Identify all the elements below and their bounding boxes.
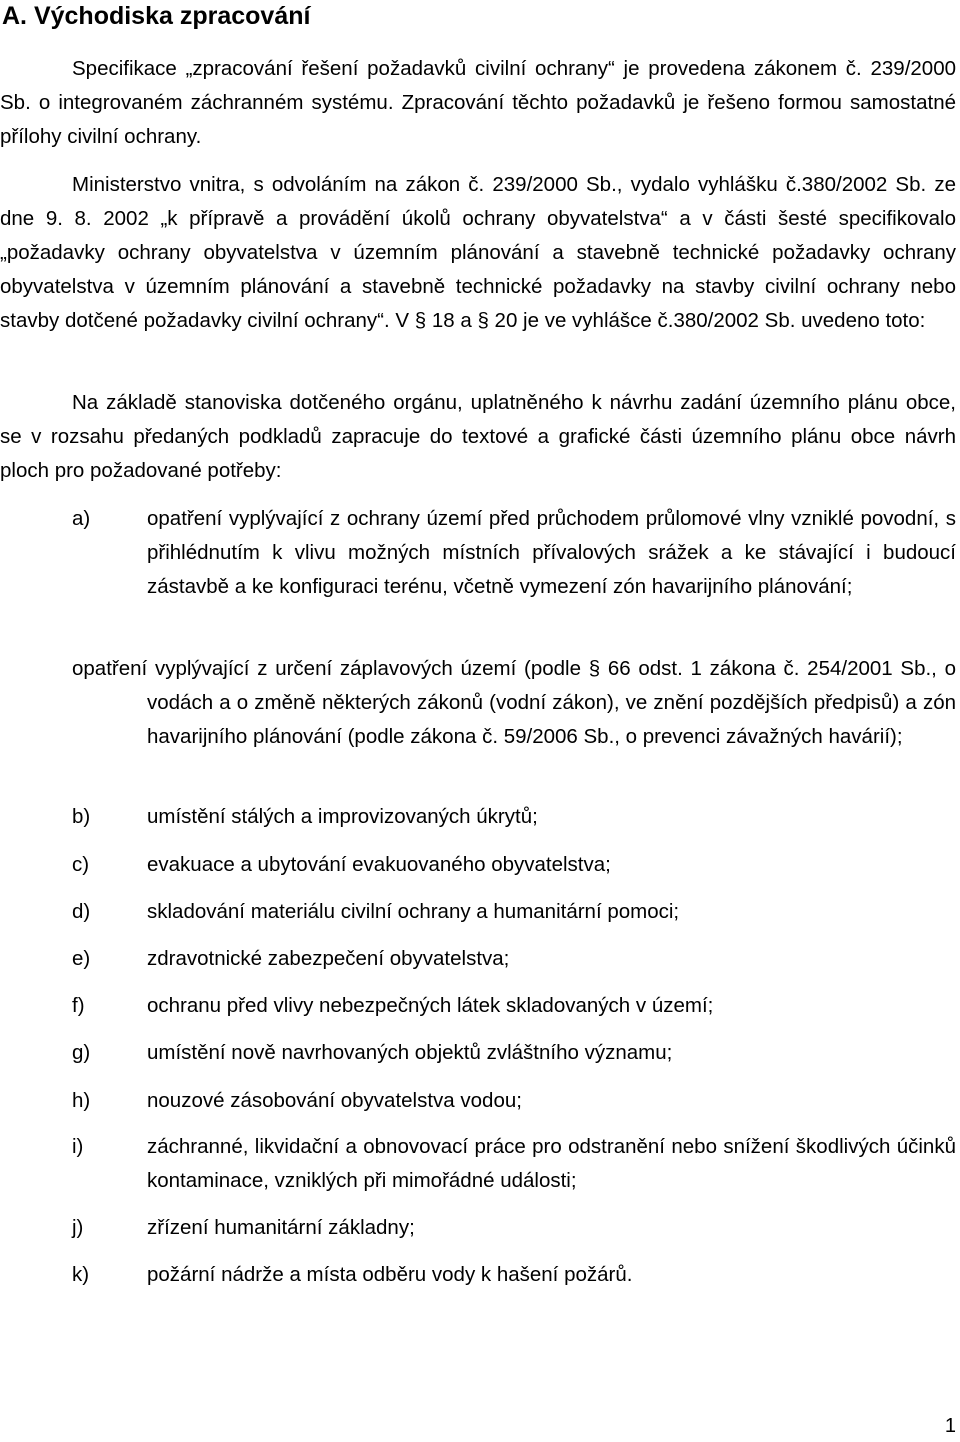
list-item — [72, 502, 956, 604]
list-item-label: c) — [72, 853, 90, 876]
list-item-text: evakuace a ubytování evakuovaného obyvatelstva; — [147, 853, 611, 876]
list-item-text: nouzové zásobování obyvatelstva vodou; — [147, 1089, 522, 1112]
list-item — [72, 1211, 956, 1245]
list-item-unlabeled: opatření vyplývající z určení záplavových území (podle § 66 odst. 1 zákona č. 254/2001 Sb., o vodách a o změně některých zákonů (vodní zákon), ve znění pozdějších předpisů) a zón havarijního plánování (podle zákona č. 59/2006 Sb., o prevenci závažných havárií); — [72, 657, 956, 748]
list-item-text: umístění nově navrhovaných objektů zvláštního významu; — [147, 1041, 673, 1064]
list-item-label: j) — [72, 1216, 84, 1239]
list-item — [72, 989, 956, 1023]
paragraph-text: Ministerstvo vnitra, s odvoláním na zákon č. 239/2000 Sb., vydalo vyhlášku č.380/2002 Sb. ze dne 9. 8. 2002 „k přípravě a provádění úkolů ochrany obyvatelstva“ a v části šesté specifikovalo „požadavky ochrany obyvatelstva v územním plánování a stavebně technické požadavky ochrany obyvatelstva v územním plánování a stavebně technické požadavky na stavby civilní ochrany nebo stavby dotčené požadavky civilní ochrany“. V § 18 a § 20 je ve vyhlášce č.380/2002 Sb. uvedeno toto: — [0, 173, 956, 332]
list-item-label: f) — [72, 994, 85, 1017]
list-item-text: zřízení humanitární základny; — [147, 1216, 415, 1239]
list-item-label: e) — [72, 947, 91, 970]
list-item-text: opatření vyplývající z ochrany území před průchodem průlomové vlny vzniklé povodní, s přihlédnutím k vlivu možných místních přívalových srážek a ke stávající i budoucí zástavbě a ke konfiguraci terénu, včetně vymezení zón havarijního plánování; — [147, 507, 956, 598]
paragraph-ministry — [0, 168, 956, 338]
list-item-label: b) — [72, 805, 91, 828]
list-item-text: skladování materiálu civilní ochrany a humanitární pomoci; — [147, 900, 680, 923]
list-item-label: a) — [72, 507, 91, 530]
list-item — [72, 1084, 956, 1118]
page-number: 1 — [944, 1415, 956, 1437]
list-item-label: k) — [72, 1263, 90, 1286]
list-item-text: požární nádrže a místa odběru vody k hašení požárů. — [147, 1263, 633, 1286]
section-heading: A. Východiska zpracování — [2, 2, 311, 30]
paragraph-basis — [0, 386, 956, 488]
list-item-label: d) — [72, 900, 91, 923]
list-item — [72, 895, 956, 929]
list-item — [72, 1036, 956, 1070]
list-item-label: i) — [72, 1135, 84, 1158]
list-item-text: umístění stálých a improvizovaných úkrytů; — [147, 805, 538, 828]
list-item — [72, 1258, 956, 1292]
list-item — [72, 848, 956, 882]
list-item-text: záchranné, likvidační a obnovovací práce pro odstranění nebo snížení škodlivých účinků kontaminace, vzniklých při mimořádné události; — [147, 1135, 956, 1192]
paragraph-text: Specifikace „zpracování řešení požadavků civilní ochrany“ je provedena zákonem č. 239/2000 Sb. o integrovaném záchranném systému. Zpracování těchto požadavků je řešeno formou samostatné přílohy civilní ochrany. — [0, 57, 956, 148]
list-item — [72, 942, 956, 976]
list-item — [72, 800, 956, 834]
list-item — [72, 1130, 956, 1198]
paragraph-text: Na základě stanoviska dotčeného orgánu, uplatněného k návrhu zadání územního plánu obce, se v rozsahu předaných podkladů zapracuje do textové a grafické části územního plánu obce návrh ploch pro požadované potřeby: — [0, 391, 956, 482]
list-item-text: zdravotnické zabezpečení obyvatelstva; — [147, 947, 510, 970]
paragraph-intro — [0, 52, 956, 154]
list-item-text: ochranu před vlivy nebezpečných látek skladovaných v území; — [147, 994, 714, 1017]
list-item-label: g) — [72, 1041, 91, 1064]
list-item-label: h) — [72, 1089, 91, 1112]
